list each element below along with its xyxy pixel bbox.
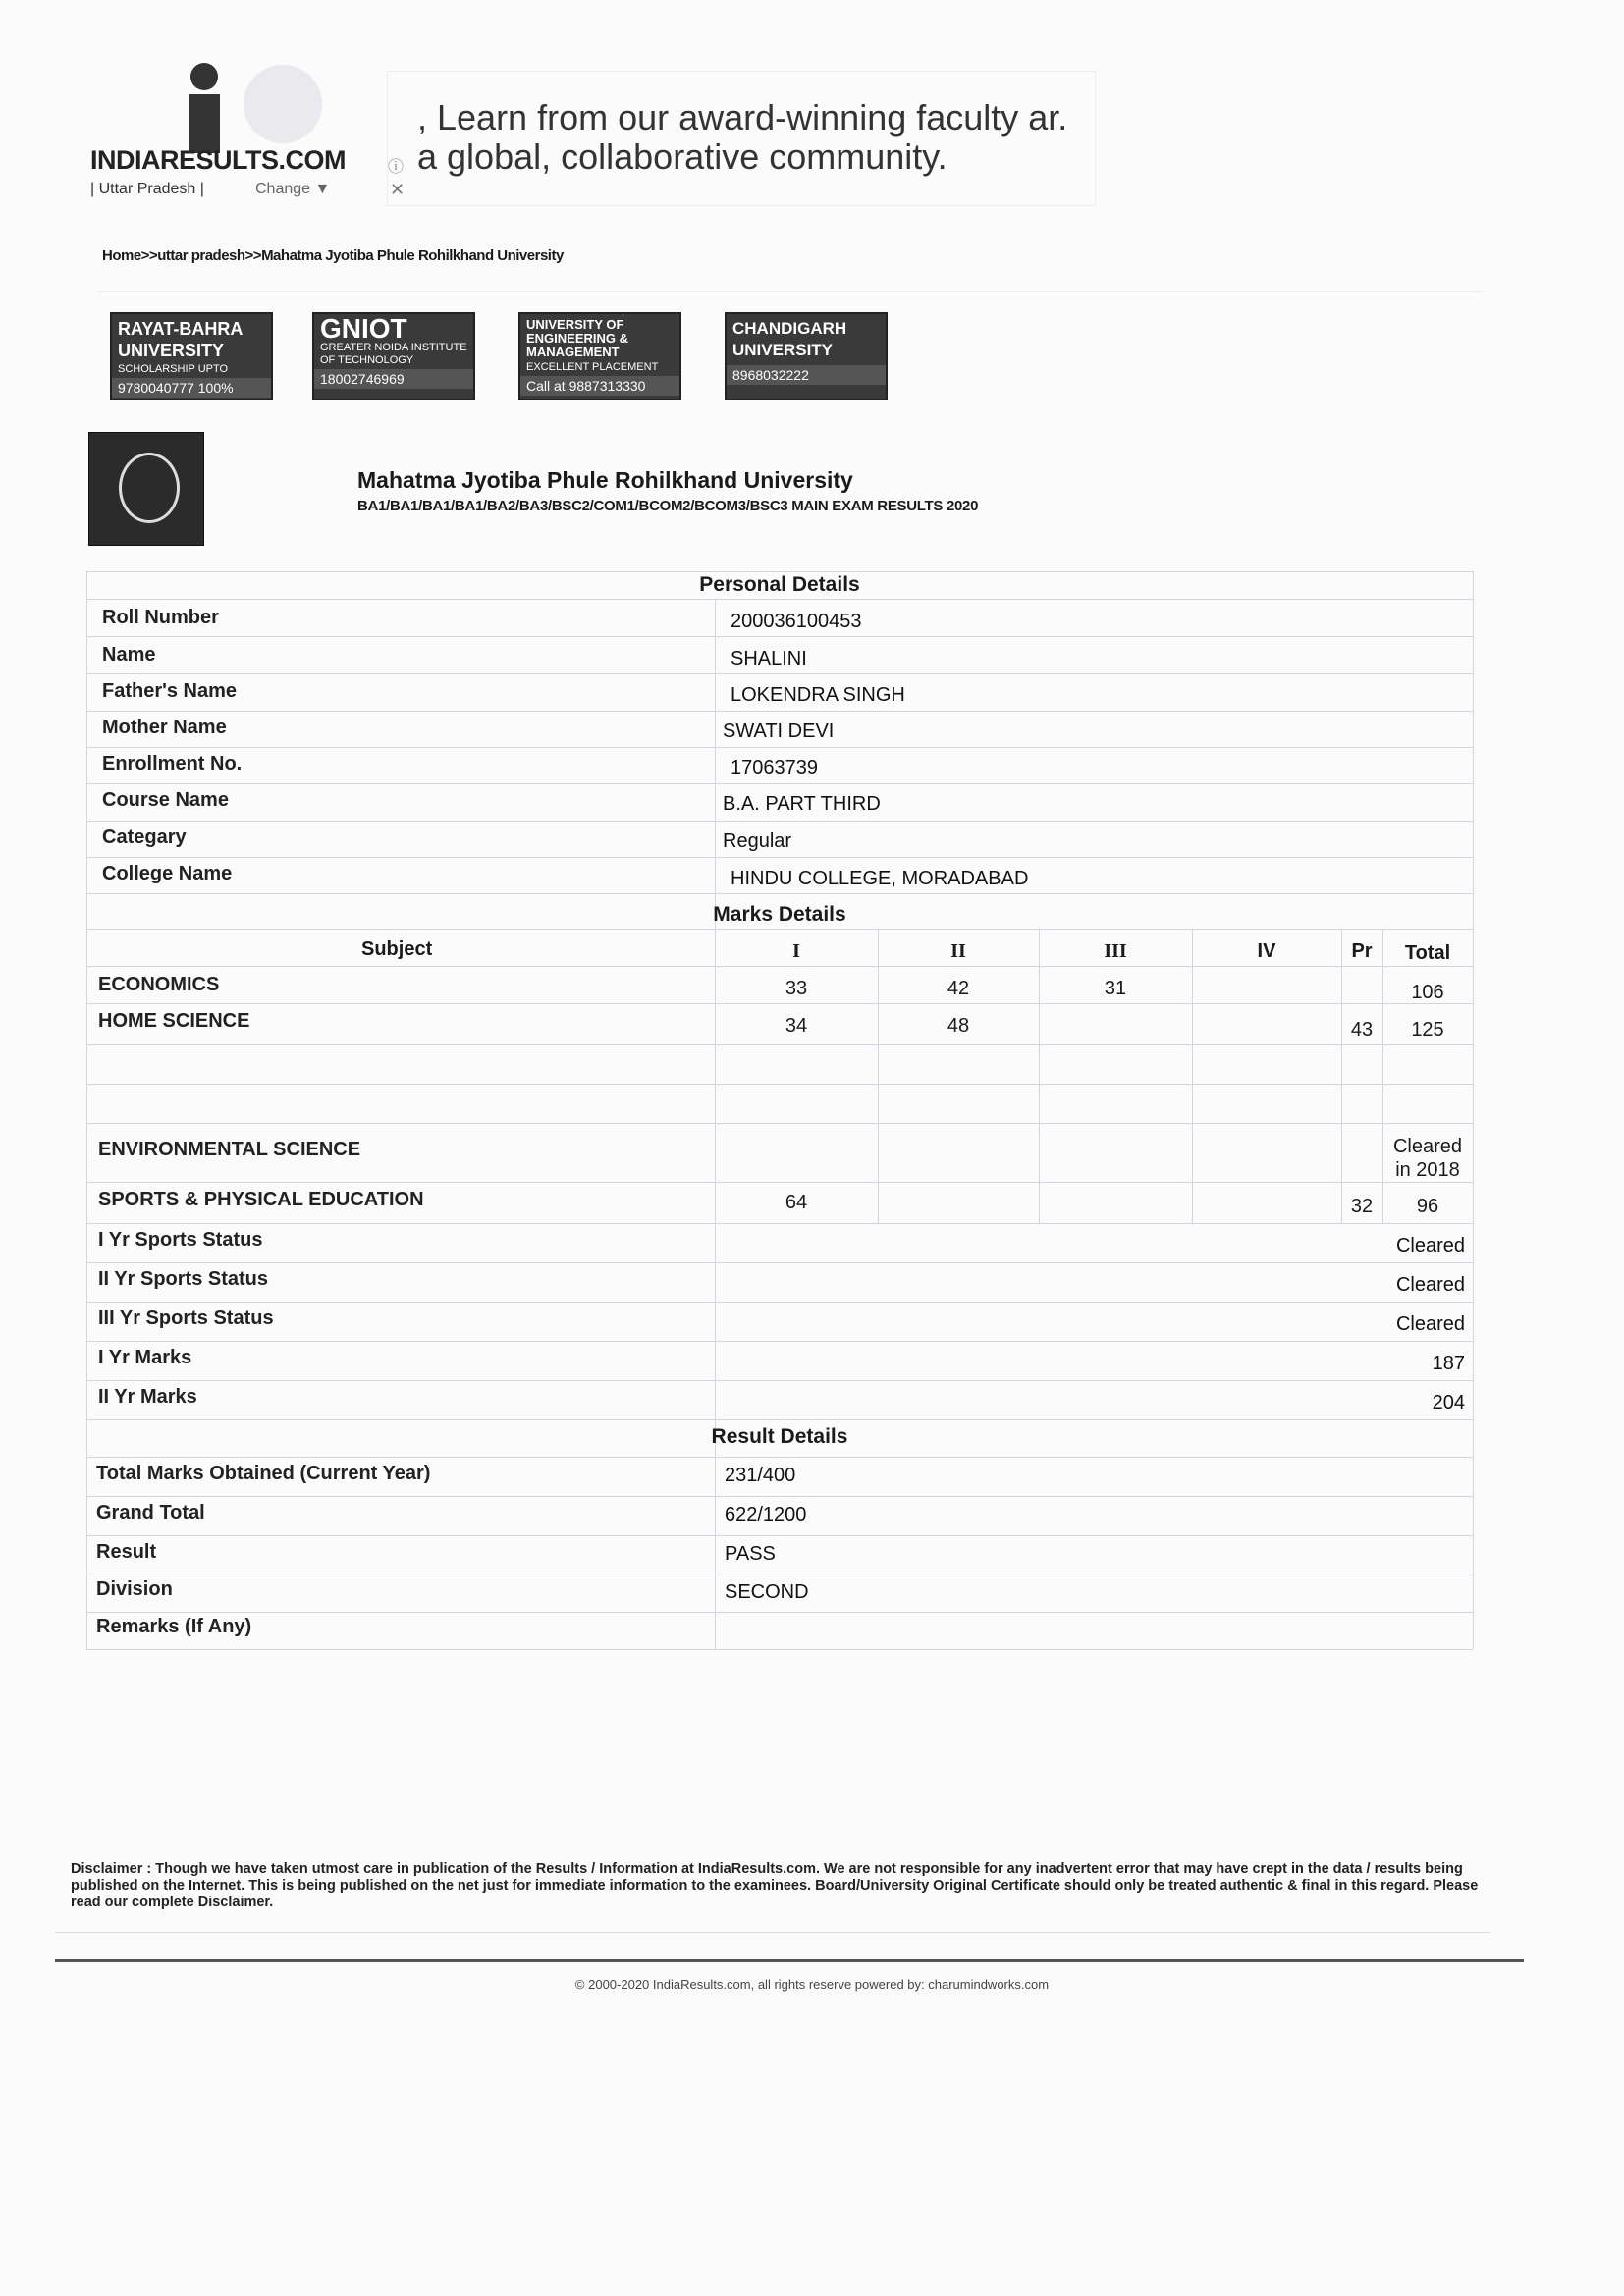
banner-text: GREATER NOIDA INSTITUTE OF TECHNOLOGY (320, 342, 467, 366)
banner-title: UNIVERSITY OF ENGINEERING & MANAGEMENT (526, 317, 629, 359)
change-state-link[interactable]: Change ▼ (255, 181, 331, 197)
status-value: Cleared (1395, 1274, 1465, 1296)
status-value: 187 (1432, 1353, 1465, 1374)
banner-text: SCHOLARSHIP UPTO (118, 363, 229, 375)
remarks-label: Remarks (If Any) (96, 1616, 252, 1637)
marks-total: 125 (1411, 1019, 1444, 1041)
subject-name: ENVIRONMENTAL SCIENCE (98, 1139, 361, 1160)
disclaimer-text: Disclaimer : Though we have taken utmost care in publication of the Results / Information at IndiaResults.com. We are not responsible for any inadvertent error that may have crept in the data / results being published on the Internet. This is being published on the net just for immediate information to the examinees. Board/University Original Certificate should only be treated authentic & final in this regard. Please read our complete Disclaimer. (71, 1861, 1479, 1910)
breadcrumb[interactable]: Home>>uttar pradesh>>Mahatma Jyotiba Phule Rohilkhand University (102, 247, 564, 264)
personal-details-heading: Personal Details (699, 573, 860, 596)
name-label: Name (102, 644, 156, 666)
result-label: Result (96, 1541, 157, 1563)
name-value: SHALINI (731, 648, 807, 669)
marks-iii: 31 (1104, 978, 1127, 999)
banner-title: CHANDIGARH UNIVERSITY (732, 319, 847, 359)
col-subject: Subject (361, 938, 433, 960)
category-value: Regular (723, 830, 792, 852)
roll-number-value: 200036100453 (731, 611, 862, 632)
banner-text: EXCELLENT PLACEMENT (526, 361, 659, 373)
divider (55, 1932, 1490, 1933)
banner-phone: 8968032222 (727, 365, 886, 385)
category-label: Categary (102, 827, 187, 848)
banner-title: RAYAT-BAHRA UNIVERSITY (118, 319, 243, 360)
col-iii: III (1104, 940, 1127, 962)
exam-name: BA1/BA1/BA1/BA1/BA2/BA3/BSC2/COM1/BCOM2/BCOM3/BSC3 MAIN EXAM RESULTS 2020 (357, 498, 979, 514)
col-i: I (792, 940, 800, 962)
marks-details-heading: Marks Details (713, 903, 846, 926)
banner-title: GNIOT (320, 313, 407, 344)
marks-total: 96 (1416, 1196, 1439, 1217)
status-label: I Yr Marks (98, 1347, 192, 1368)
subject-name: SPORTS & PHYSICAL EDUCATION (98, 1189, 424, 1210)
grand-total-label: Grand Total (96, 1502, 205, 1523)
cleared-year: in 2018 (1395, 1159, 1460, 1181)
col-total: Total (1404, 942, 1451, 964)
status-label: II Yr Marks (98, 1386, 197, 1408)
status-label: I Yr Sports Status (98, 1229, 263, 1251)
col-iv: IV (1257, 940, 1276, 962)
status-label: III Yr Sports Status (98, 1308, 274, 1329)
status-value: Cleared (1395, 1313, 1465, 1335)
banner-phone: 18002746969 (314, 369, 473, 389)
result-value: PASS (725, 1543, 776, 1565)
marks-ii: 42 (947, 978, 970, 999)
roll-number-label: Roll Number (102, 607, 219, 628)
status-label: II Yr Sports Status (98, 1268, 269, 1290)
university-name: Mahatma Jyotiba Phule Rohilkhand University (357, 467, 853, 493)
status-value: 204 (1432, 1392, 1465, 1414)
state-label: | Uttar Pradesh | (90, 181, 204, 197)
result-details-heading: Result Details (711, 1425, 848, 1448)
division-label: Division (96, 1578, 173, 1600)
marks-i: 64 (785, 1192, 808, 1213)
father-name-label: Father's Name (102, 680, 238, 702)
mother-name-label: Mother Name (102, 717, 227, 738)
mother-name-value: SWATI DEVI (723, 721, 835, 742)
marks-total (1382, 1135, 1473, 1182)
col-ii: II (950, 940, 966, 962)
course-value: B.A. PART THIRD (723, 793, 881, 815)
footer-divider (55, 1959, 1524, 1962)
total-marks-label: Total Marks Obtained (Current Year) (96, 1463, 431, 1484)
marks-pr: 32 (1350, 1196, 1374, 1217)
enrollment-label: Enrollment No. (102, 753, 243, 774)
ad-line-1: , Learn from our award-winning faculty ar. (417, 97, 1068, 137)
college-label: College Name (102, 863, 233, 884)
banner-phone: 9780040777 100% (112, 378, 271, 398)
marks-pr: 43 (1350, 1019, 1374, 1041)
banner-phone: Call at 9887313330 (520, 376, 679, 396)
subject-name: HOME SCIENCE (98, 1010, 250, 1032)
info-icon[interactable]: ⓘ (388, 159, 405, 176)
marks-ii: 48 (947, 1015, 970, 1037)
division-value: SECOND (725, 1581, 809, 1603)
father-name-value: LOKENDRA SINGH (731, 684, 905, 706)
logo-text: INDIARESULTS.COM (90, 145, 346, 175)
grand-total-value: 622/1200 (725, 1504, 807, 1525)
col-pr: Pr (1351, 940, 1373, 962)
cleared-text: Cleared (1392, 1136, 1463, 1157)
course-label: Course Name (102, 789, 229, 811)
total-marks-value: 231/400 (725, 1465, 796, 1486)
marks-total: 106 (1411, 982, 1444, 1003)
marks-i: 34 (785, 1015, 808, 1037)
marks-i: 33 (785, 978, 808, 999)
close-icon[interactable]: ✕ (390, 180, 406, 199)
status-value: Cleared (1395, 1235, 1465, 1256)
enrollment-value: 17063739 (731, 757, 818, 778)
ad-line-2: a global, collaborative community. (417, 136, 947, 177)
subject-name: ECONOMICS (98, 974, 220, 995)
college-value: HINDU COLLEGE, MORADABAD (731, 868, 1029, 889)
copyright: © 2000-2020 IndiaResults.com, all rights reserve powered by: charumindworks.com (574, 1977, 1050, 1992)
